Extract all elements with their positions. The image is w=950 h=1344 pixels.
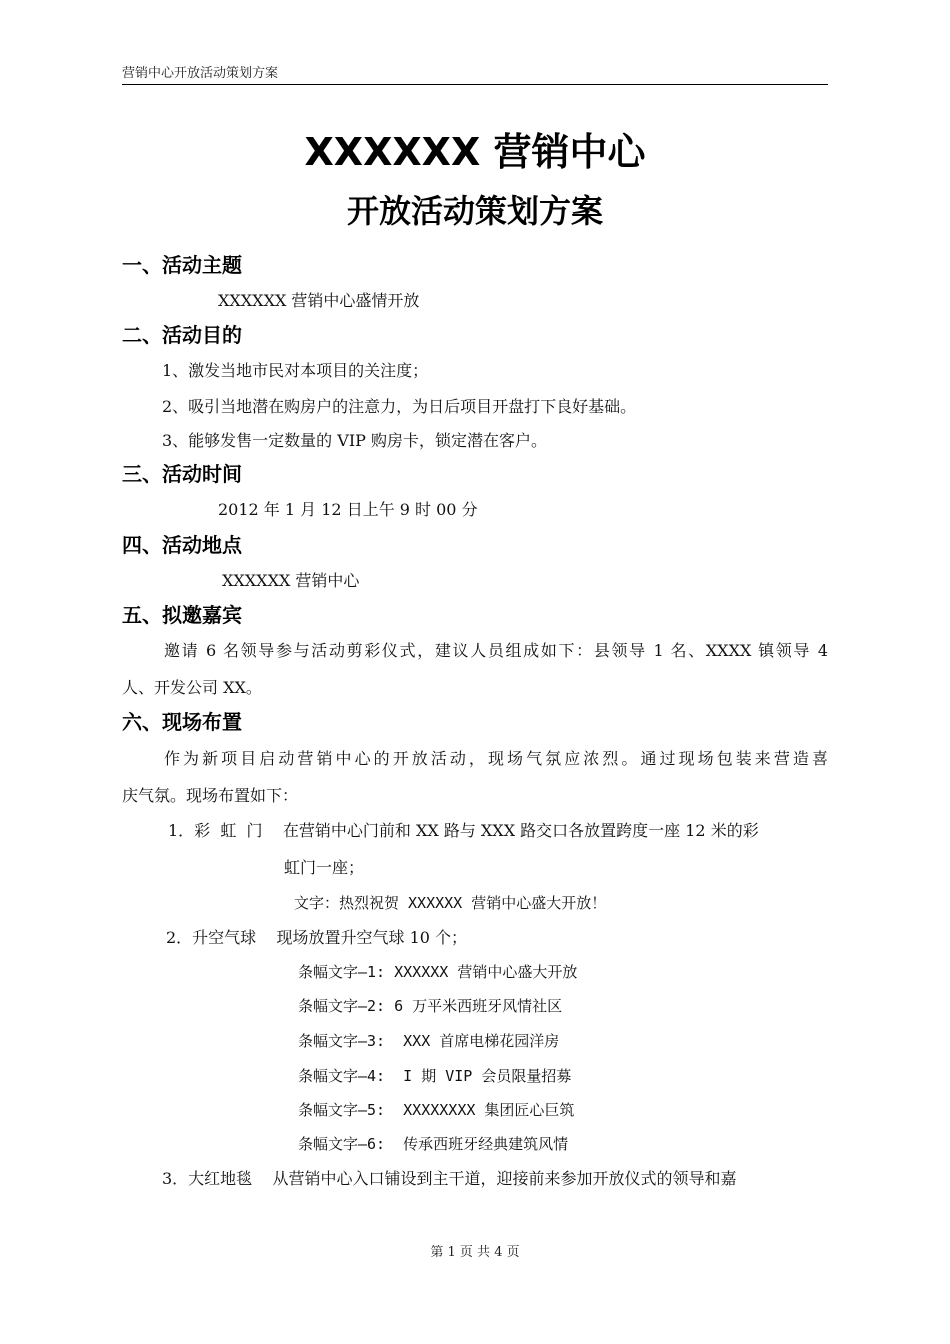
- banner-text-6: 条幅文字—6: 传承西班牙经典建筑风情: [298, 1135, 569, 1153]
- layout-item-rainbow-arch-cont: 虹门一座；: [284, 858, 365, 877]
- banner-text-1: 条幅文字—1: XXXXXX 营销中心盛大开放: [298, 963, 578, 981]
- banner-text-5: 条幅文字—5: XXXXXXXX 集团匠心巨筑: [298, 1101, 575, 1119]
- purpose-item-3: 3、能够发售一定数量的 VIP 购房卡，锁定潜在客户。: [162, 431, 547, 450]
- event-location: XXXXXX 营销中心: [222, 571, 360, 590]
- layout-item-red-carpet: 3．大红地毯 从营销中心入口铺设到主干道，迎接前来参加开放仪式的领导和嘉: [162, 1169, 737, 1188]
- document-title: XXXXXX 营销中心: [304, 130, 646, 174]
- guests-line-2: 人、开发公司 XX。: [122, 678, 262, 697]
- section-heading-layout: 六、现场布置: [122, 710, 242, 734]
- page-number: 第 1 页 共 4 页: [430, 1245, 520, 1260]
- layout-item-rainbow-arch: 1．彩 虹 门 在营销中心门前和 XX 路与 XXX 路交口各放置跨度一座 12 米的彩: [168, 821, 759, 840]
- section-heading-time: 三、活动时间: [122, 462, 242, 486]
- layout-item-balloons: 2．升空气球 现场放置升空气球 10 个；: [166, 928, 468, 947]
- section-heading-location: 四、活动地点: [122, 533, 242, 557]
- rainbow-arch-text: 文字：热烈祝贺 XXXXXX 营销中心盛大开放！: [294, 894, 607, 912]
- guests-line-1: 邀请 6 名领导参与活动剪彩仪式，建议人员组成如下：县领导 1 名、XXXX 镇领导 4: [164, 641, 828, 660]
- layout-intro-line-2: 庆气氛。现场布置如下：: [122, 786, 299, 805]
- banner-text-4: 条幅文字—4: I 期 VIP 会员限量招募: [298, 1067, 572, 1085]
- running-header: 营销中心开放活动策划方案: [122, 66, 828, 85]
- event-time: 2012 年 1 月 12 日上午 9 时 00 分: [218, 500, 478, 519]
- banner-text-3: 条幅文字—3: XXX 首席电梯花园洋房: [298, 1032, 560, 1050]
- banner-text-2: 条幅文字—2: 6 万平米西班牙风情社区: [298, 997, 563, 1015]
- purpose-item-2: 2、吸引当地潜在购房户的注意力，为日后项目开盘打下良好基础。: [162, 397, 637, 416]
- theme-text: XXXXXX 营销中心盛情开放: [218, 291, 420, 310]
- section-heading-guests: 五、拟邀嘉宾: [122, 603, 242, 627]
- section-heading-purpose: 二、活动目的: [122, 323, 242, 347]
- layout-intro-line-1: 作为新项目启动营销中心的开放活动，现场气氛应浓烈。通过现场包装来营造喜: [164, 749, 828, 768]
- section-heading-theme: 一、活动主题: [122, 253, 242, 277]
- purpose-item-1: 1、激发当地市民对本项目的关注度；: [162, 361, 429, 380]
- document-subtitle: 开放活动策划方案: [346, 192, 603, 230]
